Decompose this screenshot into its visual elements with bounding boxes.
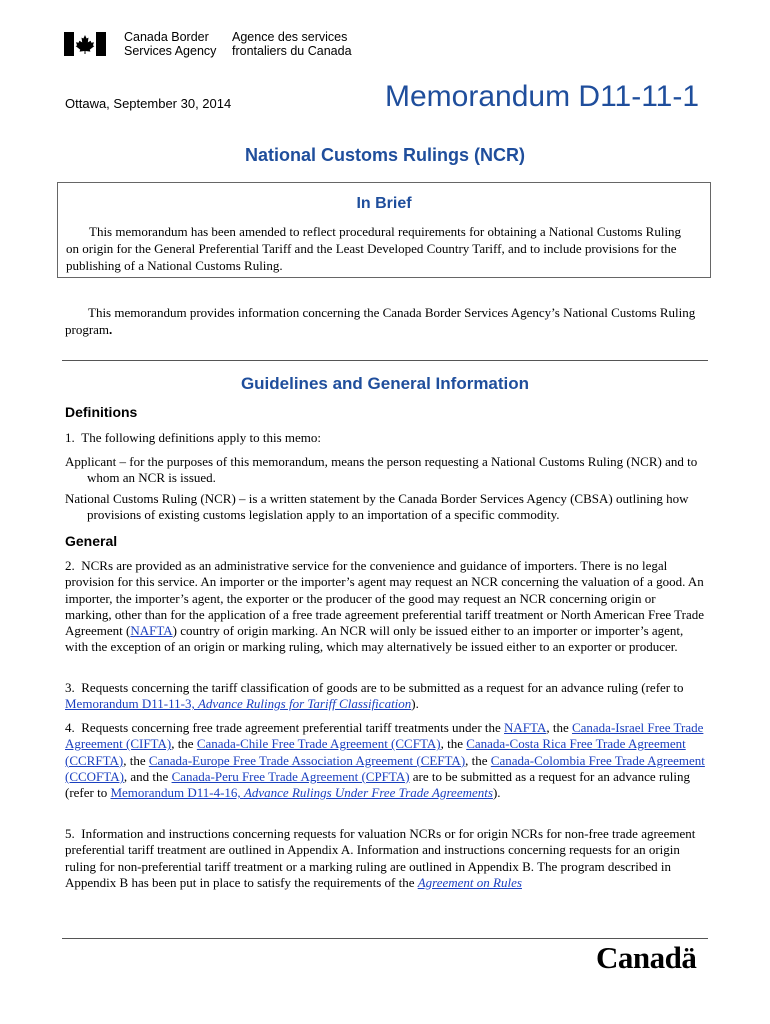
paragraph-3 (65, 680, 705, 713)
para-4-text-4: , the (440, 736, 467, 752)
link-memo-title-2: Advance Rulings Under Free Trade Agreements (243, 785, 493, 801)
definitions-heading: Definitions (65, 404, 138, 420)
paragraph-2 (65, 558, 705, 656)
para-5-text: 5. Information and instructions concerning requests for valuation NCRs or for origin NCRs for non-free trade agreement preferential tariff treatment are outlined in Appendix A. Information and instructions concerning requests for an origin ruling for non-preferential tariff treatment or a marking ruling are outlined in Appendix B. The program described in Appendix B has been put in place to satisfy the requirements of the (65, 826, 696, 890)
para-3-text-b: ). (411, 696, 419, 712)
para-3-text-a: 3. Requests concerning the tariff classification of goods are to be submitted as a request for an advance ruling (refer to (65, 680, 684, 695)
in-brief-text: This memorandum has been amended to reflect procedural requirements for obtaining a National Customs Ruling on origin for the General Preferential Tariff and the Least Developed Country Tariff, and to include provisions for the publishing of a National Customs Ruling. (66, 224, 682, 273)
para-4-text-2: , the (546, 720, 572, 735)
link-nafta-2[interactable]: NAFTA (504, 720, 547, 735)
paragraph-4 (65, 720, 705, 801)
para-4-text-7: , and the (123, 768, 172, 784)
link-cpfta[interactable]: Canada-Peru Free Trade Agreement (CPFTA) (171, 768, 410, 784)
paragraph-1: 1. The following definitions apply to this memo: (65, 430, 322, 445)
link-agreement-on-rules-text: Agreement on Rules (417, 874, 522, 890)
link-nafta[interactable]: NAFTA (130, 623, 173, 639)
link-memo-number-2: Memorandum D11-4-16, (110, 785, 244, 801)
para-4-text-5: , the (123, 752, 149, 768)
link-memorandum-d11-4-16[interactable] (110, 785, 492, 800)
guidelines-heading: Guidelines and General Information (240, 374, 530, 393)
para-4-text-6: , the (465, 752, 491, 768)
general-heading: General (65, 533, 118, 549)
section-divider (62, 360, 708, 361)
para-2-text-a: 2. NCRs are provided as an administrative service for the convenience and guidance of importers. There is no legal provision for this service. An importer or the importer’s agent may request an NCR concerning the valuation of a good. An importer, the importer’s agent, the exporter or the producer of the good may request an NCR concerning origin or marking, other than for the application of a free trade agreement preferential tariff treatment or North American Free Trade Agreement ( (65, 558, 705, 639)
para-2-text-b: ) country of origin marking. An NCR will only be issued either to an importer or importer’s agent, with the exception of an origin or marking ruling, which may alternatively be issued either to an exporter or producer. (65, 623, 684, 655)
link-agreement-on-rules[interactable] (418, 875, 522, 890)
agency-name-fr-line2: frontaliers du Canada (232, 44, 352, 58)
in-brief-box (57, 182, 711, 278)
definition-ncr: National Customs Ruling (NCR) – is a written statement by the Canada Border Services Agency (CBSA) outlining how provisions of existing customs legislation apply to an importation of a specific commodity. (65, 491, 689, 523)
para-4-text-1: 4. Requests concerning free trade agreement preferential tariff treatments under the (65, 720, 505, 735)
link-ccrfta[interactable]: Canada-Costa Rica Free Trade Agreement (CCRFTA) (65, 736, 686, 768)
link-cefta[interactable]: Canada-Europe Free Trade Association Agreement (CEFTA) (148, 752, 466, 768)
memo-title: Memorandum D11-11-1 (385, 80, 700, 113)
link-memo-title: Advance Rulings for Tariff Classification (197, 696, 412, 712)
paragraph-5 (65, 826, 705, 891)
agency-name-en-line1: Canada Border (124, 30, 209, 44)
date-line: Ottawa, September 30, 2014 (65, 96, 232, 111)
document-title: National Customs Rulings (NCR) (244, 145, 525, 165)
intro-period: . (109, 322, 113, 337)
intro-paragraph (65, 304, 705, 338)
link-memorandum-d11-11-3[interactable] (65, 696, 411, 711)
definition-applicant: Applicant – for the purposes of this memorandum, means the person requesting a National Customs Ruling (NCR) and to whom an NCR is issued. (65, 454, 698, 486)
agency-name-en-line2: Services Agency (124, 44, 217, 58)
para-4-text-3: , the (171, 736, 197, 752)
link-ccofta[interactable]: Canada-Colombia Free Trade Agreement (CCOFTA) (65, 752, 705, 784)
footer-divider (62, 938, 708, 939)
link-ccfta[interactable]: Canada-Chile Free Trade Agreement (CCFTA) (196, 736, 441, 752)
link-cifta[interactable]: Canada-Israel Free Trade Agreement (CIFTA) (65, 720, 704, 752)
agency-name-fr-line1: Agence des services (232, 30, 348, 44)
link-memo-number: Memorandum D11-11-3, (65, 696, 198, 712)
canada-flag-icon (64, 32, 106, 56)
para-4-text-8: are to be submitted as a request for an advance ruling (refer to (65, 768, 691, 801)
canada-wordmark: Canadä (596, 940, 697, 975)
in-brief-heading: In Brief (356, 195, 412, 212)
para-4-text-9: ). (492, 785, 501, 801)
intro-text: This memorandum provides information concerning the Canada Border Services Agency’s National Customs Ruling program (65, 305, 696, 337)
